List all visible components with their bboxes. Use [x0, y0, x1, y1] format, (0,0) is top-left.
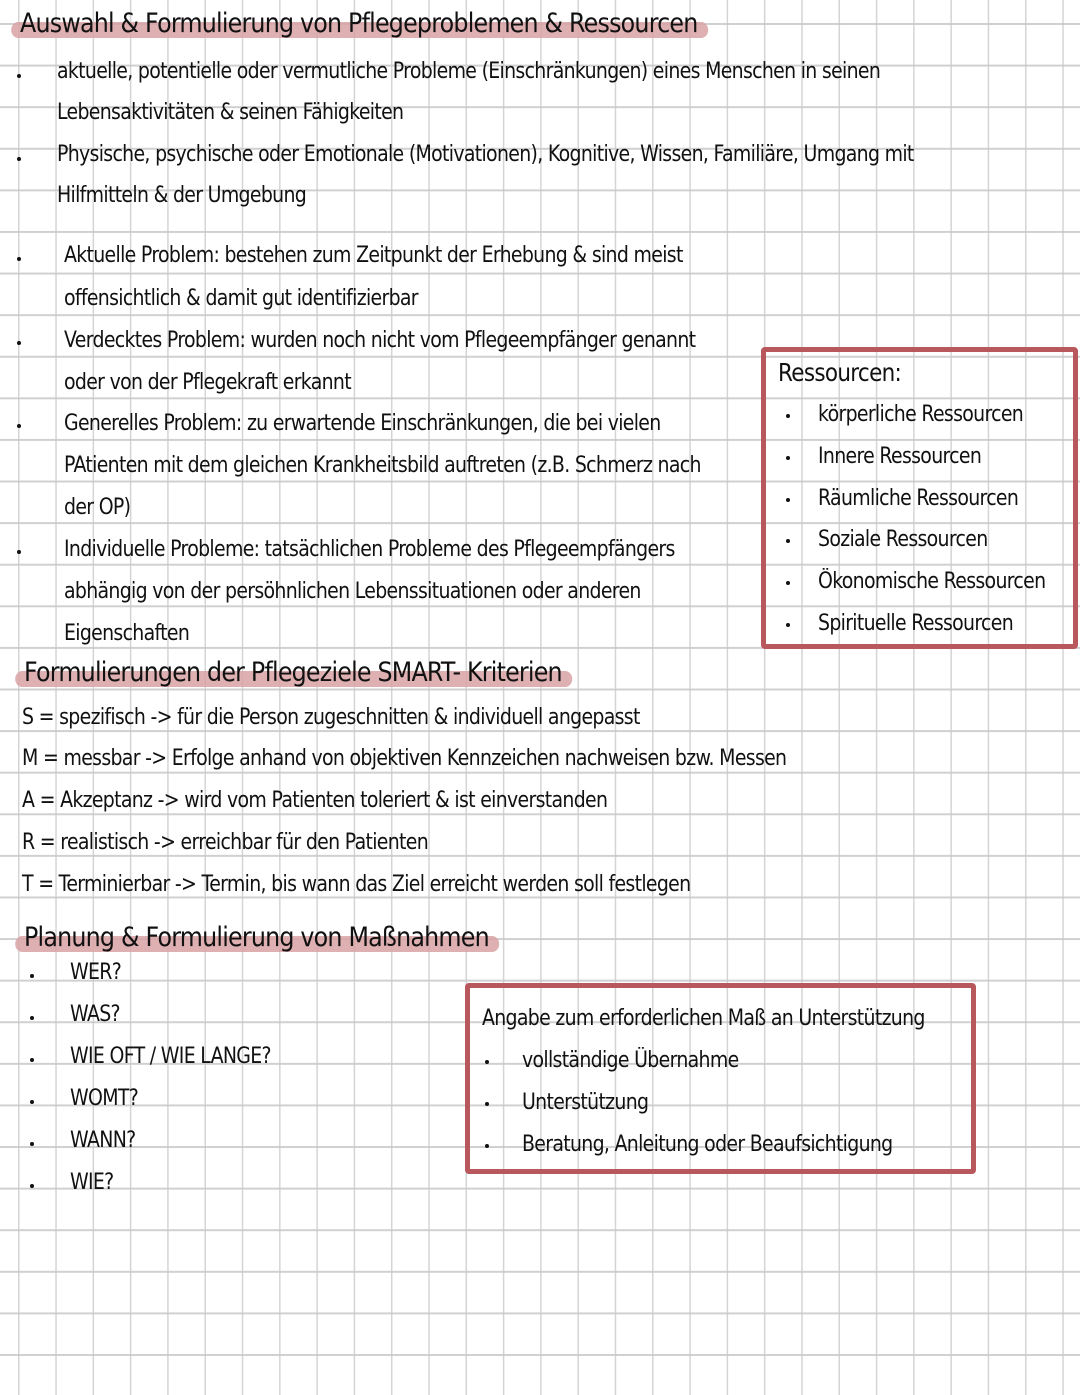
- support-box-title: Angabe zum erforderlichen Maß an Unterstützung: [482, 1006, 925, 1031]
- resource-item: Spirituelle Ressourcen: [818, 611, 1014, 636]
- bullet-icon: [786, 539, 790, 543]
- smart-row-t: T = Terminierbar -> Termin, bis wann das Ziel erreicht werden soll festlegen: [22, 872, 691, 897]
- resource-item: Innere Ressourcen: [818, 444, 982, 469]
- bullet-icon: [786, 623, 790, 627]
- support-item: Beratung, Anleitung oder Beaufsichtigung: [522, 1132, 893, 1157]
- bullet-icon: [786, 581, 790, 585]
- resources-box: [761, 347, 1078, 649]
- resource-item: Soziale Ressourcen: [818, 527, 988, 552]
- question-item: WOMT?: [70, 1086, 139, 1111]
- section-title-smart: Formulierungen der Pflegeziele SMART- Kriterien: [24, 659, 562, 686]
- bullet-icon: [17, 157, 21, 161]
- bullet-icon: [17, 550, 21, 554]
- section-title-measures: Planung & Formulierung von Maßnahmen: [24, 924, 489, 951]
- type-generell-line1: Generelles Problem: zu erwartende Einschränkungen, die bei vielen: [64, 411, 661, 436]
- intro-bullet-1-line1: aktuelle, potentielle oder vermutliche Probleme (Einschränkungen) eines Menschen in seinen: [57, 59, 881, 84]
- bullet-icon: [30, 1058, 34, 1062]
- type-aktuell-line1: Aktuelle Problem: bestehen zum Zeitpunkt der Erhebung & sind meist: [64, 243, 683, 268]
- bullet-icon: [17, 341, 21, 345]
- bullet-icon: [485, 1060, 489, 1064]
- bullet-icon: [30, 1142, 34, 1146]
- question-item: WANN?: [70, 1128, 136, 1153]
- type-aktuell-line2: offensichtlich & damit gut identifizierbar: [64, 286, 418, 311]
- smart-row-a: A = Akzeptanz -> wird vom Patienten toleriert & ist einverstanden: [22, 788, 608, 813]
- support-level-box: [465, 983, 976, 1174]
- section-title-problems: Auswahl & Formulierung von Pflegeproblemen & Ressourcen: [20, 10, 698, 37]
- bullet-icon: [786, 456, 790, 460]
- resource-item: körperliche Ressourcen: [818, 402, 1024, 427]
- smart-row-m: M = messbar -> Erfolge anhand von objektiven Kennzeichen nachweisen bzw. Messen: [22, 746, 787, 771]
- bullet-icon: [17, 74, 21, 78]
- bullet-icon: [17, 257, 21, 261]
- bullet-icon: [485, 1102, 489, 1106]
- type-individuell-line2: abhängig von der persöhnlichen Lebenssituationen oder anderen: [64, 579, 641, 604]
- bullet-icon: [485, 1144, 489, 1148]
- bullet-icon: [786, 498, 790, 502]
- resource-item: Räumliche Ressourcen: [818, 486, 1019, 511]
- intro-bullet-2-line1: Physische, psychische oder Emotionale (Motivationen), Kognitive, Wissen, Familiäre, Umgang mit: [57, 142, 914, 167]
- question-item: WIE?: [70, 1170, 114, 1195]
- question-item: WAS?: [70, 1002, 120, 1027]
- intro-bullet-1-line2: Lebensaktivitäten & seinen Fähigkeiten: [57, 100, 404, 125]
- type-generell-line2: PAtienten mit dem gleichen Krankheitsbild auftreten (z.B. Schmerz nach: [64, 453, 701, 478]
- type-generell-line3: der OP): [64, 495, 131, 520]
- type-verdeckt-line1: Verdecktes Problem: wurden noch nicht vom Pflegeempfänger genannt: [64, 328, 696, 353]
- smart-row-s: S = spezifisch -> für die Person zugeschnitten & individuell angepasst: [22, 705, 640, 730]
- type-individuell-line3: Eigenschaften: [64, 621, 190, 646]
- question-item: WIE OFT / WIE LANGE?: [70, 1044, 271, 1069]
- bullet-icon: [30, 974, 34, 978]
- bullet-icon: [30, 1016, 34, 1020]
- support-item: Unterstützung: [522, 1090, 649, 1115]
- type-verdeckt-line2: oder von der Pflegekraft erkannt: [64, 370, 351, 395]
- question-item: WER?: [70, 960, 122, 985]
- support-item: vollständige Übernahme: [522, 1048, 739, 1073]
- type-individuell-line1: Individuelle Probleme: tatsächlichen Probleme des Pflegeempfängers: [64, 537, 675, 562]
- smart-row-r: R = realistisch -> erreichbar für den Patienten: [22, 830, 429, 855]
- bullet-icon: [30, 1184, 34, 1188]
- resource-item: Ökonomische Ressourcen: [818, 569, 1046, 594]
- bullet-icon: [17, 424, 21, 428]
- bullet-icon: [30, 1100, 34, 1104]
- bullet-icon: [786, 414, 790, 418]
- intro-bullet-2-line2: Hilfmitteln & der Umgebung: [57, 183, 307, 208]
- resources-title: Ressourcen:: [778, 358, 902, 387]
